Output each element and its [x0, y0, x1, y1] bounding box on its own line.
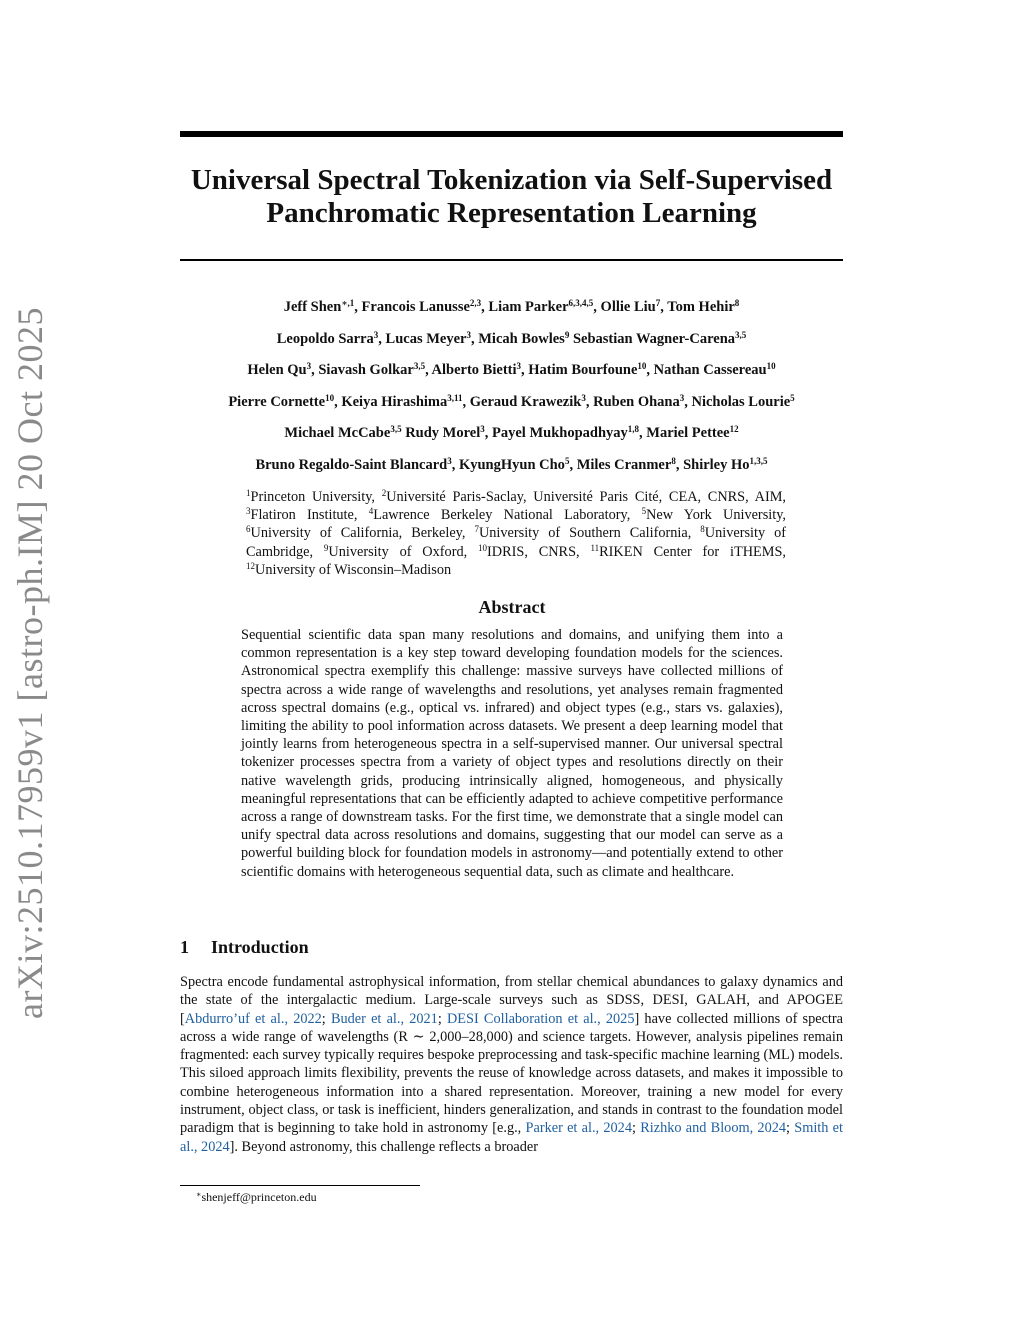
affiliation-name: Princeton University,	[250, 489, 382, 505]
author-name: Alberto Bietti	[431, 362, 517, 378]
affiliation-number: 4	[368, 506, 374, 517]
author-separator: ,	[646, 362, 654, 378]
body-text: ;	[786, 1120, 795, 1137]
author-separator: ,	[585, 393, 594, 410]
citation-link[interactable]: Abdurro’uf et al., 2022	[184, 1010, 322, 1027]
arxiv-identifier	[2, 0, 58, 1325]
author-line	[150, 297, 873, 329]
author-name: Liam Parker	[488, 299, 569, 315]
author-affiliation-mark: 6,3,4,5	[568, 298, 594, 308]
author-name: Hatim Bourfoune	[528, 362, 638, 378]
affiliation-name: Flatiron Institute,	[250, 507, 369, 524]
author-affiliation-mark: 3	[516, 361, 522, 371]
author-separator: ,	[593, 299, 601, 315]
author-affiliation-mark: 2,3	[469, 298, 482, 308]
author-affiliation-mark: 3	[581, 392, 586, 403]
author-name: Michael McCabe	[284, 425, 391, 441]
affiliation-number: 11	[590, 542, 600, 553]
author-separator: ,	[470, 330, 479, 347]
affiliation-name: University of Oxford,	[328, 543, 478, 560]
author-line	[150, 329, 873, 361]
author-affiliation-mark: ∗,1	[341, 298, 355, 308]
author-affiliation-mark: 12	[729, 424, 739, 434]
body-text: ;	[437, 1010, 447, 1027]
author-line	[150, 392, 873, 424]
author-separator: ,	[675, 456, 684, 473]
author-affiliation-mark: 7	[655, 298, 661, 308]
author-separator: ,	[334, 393, 342, 410]
author-name: Ruben Ohana	[593, 393, 680, 410]
author-name: Payel Mukhopadhyay	[492, 425, 628, 441]
author-separator: ,	[378, 330, 386, 347]
author-separator: ,	[639, 425, 647, 441]
author-separator: ,	[484, 425, 492, 441]
author-affiliation-mark: 3,11	[447, 392, 463, 403]
paper-title-line-2: Panchromatic Representation Learning	[266, 197, 757, 229]
affiliation-name: Lawrence Berkeley National Laboratory,	[373, 507, 642, 524]
author-affiliation-mark: 10	[637, 361, 647, 371]
introduction-paragraph	[180, 973, 843, 1156]
author-separator: ,	[425, 362, 432, 378]
author-separator: ,	[521, 362, 529, 378]
affiliation-number: 5	[641, 506, 647, 517]
affiliation-name: University of California, Berkeley,	[250, 525, 475, 542]
body-text: ;	[631, 1120, 641, 1137]
affiliations	[246, 488, 786, 579]
author-affiliation-mark: 1,3,5	[749, 455, 768, 466]
author-name: Bruno Regaldo-Saint Blancard	[255, 456, 448, 473]
footnote	[196, 1189, 317, 1205]
author-separator: ,	[569, 456, 577, 473]
author-name: Tom Hehir	[667, 299, 735, 315]
section-title: Introduction	[211, 937, 309, 957]
author-name: Keiya Hirashima	[341, 393, 448, 410]
title-bottom-rule	[180, 259, 843, 261]
abstract-text: Sequential scientific data span many resolutions and domains, and unifying them into a common representation is a key step toward developing foundation models for the sciences. Astronomical spectra exemplify this challenge: massive surveys have collected millions of spectra across a wide range of wavelengths and resolutions, yet analyses remain fragmented across spectral domains (e.g., optical vs. infrared) and object types (e.g., stars vs. galaxies), limiting the ability to pool information across datasets. We present a deep learning model that jointly learns from heterogeneous spectra in a self-supervised manner. Our universal spectral tokenizer processes spectra from a variety of object types and resolutions directly on their native wavelength grids, producing intrinsically aligned, homogeneous, and physically meaningful representations that can be efficiently adapted to achieve competitive performance across a range of downstream tasks. For the first time, we demonstrate that a single model can unify spectral data across resolutions and domains, suggesting that our model can serve as a powerful building block for foundation models in astronomy—and potentially extend to other scientific domains with heterogeneous sequential data, such as climate and healthcare.	[241, 627, 783, 880]
citation-link[interactable]: Smith et al., 2024	[180, 1120, 844, 1155]
body-text: ] have collected millions of spectra across a wide range of wavelengths (R ∼ 2,000–28,000) and science targets. However, analysis pipelines remain fragmented: each survey typically requires bespoke preprocessing and task-specific machine learning (ML) models. This siloed approach limits flexibility, prevents the reuse of knowledge across datasets, and makes it impossible to combine heterogeneous information into a shared representation. Moreover, training a new model for every instrument, object class, or task is inefficient, hinders generalization, and stands in contrast to the foundation model paradigm that is beginning to take hold in astronomy [e.g.,	[180, 1010, 843, 1137]
section-number: 1	[180, 937, 189, 957]
author-name: Nathan Cassereau	[653, 362, 767, 378]
author-affiliation-mark: 8	[734, 298, 740, 308]
arxiv-identifier-text: arXiv:2510.17959v1 [astro-ph.IM] 20 Oct 2025	[10, 306, 51, 1019]
citation-link[interactable]: DESI Collaboration et al., 2025	[446, 1010, 635, 1027]
author-separator: ,	[311, 362, 319, 378]
author-separator: ,	[462, 393, 470, 410]
footnote-mark: ∗	[196, 1190, 202, 1199]
paper-title	[180, 164, 843, 230]
affiliation-number: 3	[246, 506, 251, 517]
author-affiliation-mark: 3	[373, 329, 379, 340]
author-name: Ollie Liu	[600, 299, 656, 315]
author-name: Leopoldo Sarra	[276, 330, 374, 347]
title-top-rule	[180, 131, 843, 137]
author-affiliation-mark: 8	[671, 455, 676, 466]
author-affiliation-mark: 3,5	[413, 361, 426, 371]
author-line	[150, 360, 873, 392]
footnote-email: shenjeff@princeton.edu	[201, 1190, 317, 1204]
affiliation-number: 6	[246, 524, 251, 535]
author-name: Jeff Shen	[283, 299, 342, 315]
affiliation-number: 2	[381, 488, 387, 498]
abstract-heading: Abstract	[478, 597, 546, 617]
author-line	[150, 423, 873, 455]
author-affiliation-mark: 1,8	[627, 424, 640, 434]
affiliation-name: University of Southern California,	[478, 525, 701, 542]
author-affiliation-mark: 10	[766, 361, 776, 371]
author-name: Miles Cranmer	[576, 456, 672, 473]
author-name: Rudy Morel	[405, 425, 481, 441]
body-text: ]. Beyond astronomy, this challenge reflects a broader	[229, 1138, 538, 1155]
citation-link[interactable]: Rizhko and Bloom, 2024	[640, 1120, 787, 1137]
author-separator: ,	[481, 299, 489, 315]
citation-link[interactable]: Parker et al., 2024	[525, 1120, 632, 1137]
author-name: KyungHyun Cho	[458, 456, 565, 473]
author-affiliation-mark: 5	[564, 455, 570, 466]
author-affiliation-mark: 3,5	[735, 329, 747, 340]
affiliation-number: 10	[477, 542, 487, 553]
section-heading-introduction	[180, 936, 309, 958]
affiliation-name: RIKEN Center for iTHEMS,	[599, 543, 786, 560]
affiliation-number: 12	[246, 560, 255, 571]
affiliation-name: IDRIS, CNRS,	[486, 543, 591, 560]
affiliation-name: New York University,	[646, 507, 787, 524]
footnote-rule	[180, 1185, 420, 1186]
author-separator: ,	[354, 299, 362, 315]
affiliation-number: 8	[700, 524, 705, 535]
author-name: Micah Bowles	[478, 330, 565, 347]
body-text: Spectra encode fundamental astrophysical information, from stellar chemical abundances to galaxy dynamics and the state of the intergalactic medium. Large-scale surveys such as SDSS, DESI, GALAH, and APOGEE [	[180, 974, 843, 1027]
author-separator: ,	[451, 456, 459, 473]
author-affiliation-mark: 3	[306, 361, 312, 371]
author-name: Siavash Golkar	[318, 362, 414, 378]
author-affiliation-mark: 3	[466, 329, 471, 340]
body-text: ;	[321, 1010, 331, 1027]
author-name: Lucas Meyer	[385, 330, 467, 347]
author-affiliation-mark: 9	[564, 329, 570, 340]
paper-title-line-1: Universal Spectral Tokenization via Self-Supervised	[190, 164, 833, 196]
author-line	[150, 455, 873, 487]
author-name: Pierre Cornette	[228, 393, 326, 410]
author-affiliation-mark: 5	[790, 392, 795, 403]
author-affiliation-mark: 3	[679, 392, 685, 403]
author-name: Francois Lanusse	[361, 299, 470, 315]
affiliation-name: University of Wisconsin–Madison	[255, 561, 452, 578]
affiliation-number: 7	[474, 524, 479, 535]
affiliation-number: 1	[246, 488, 251, 498]
author-affiliation-mark: 10	[325, 392, 335, 403]
affiliation-name: Université Paris-Saclay, Université Paris Cité, CEA, CNRS, AIM,	[386, 489, 786, 505]
author-affiliation-mark: 3	[480, 424, 485, 434]
author-affiliation-mark: 3,5	[390, 424, 402, 434]
author-separator: ,	[684, 393, 692, 410]
author-name: Geraud Krawezik	[469, 393, 582, 410]
author-name: Helen Qu	[247, 362, 307, 378]
author-name: Nicholas Lourie	[691, 393, 791, 410]
author-affiliation-mark: 3	[447, 455, 452, 466]
affiliation-number: 9	[323, 542, 329, 553]
citation-link[interactable]: Buder et al., 2021	[330, 1010, 438, 1027]
author-name: Sebastian Wagner-Carena	[572, 330, 736, 347]
author-name: Shirley Ho	[683, 456, 750, 473]
author-name: Mariel Pettee	[646, 425, 730, 441]
affiliation-name: University of Cambridge,	[246, 525, 786, 560]
author-separator: ,	[660, 299, 668, 315]
author-list	[150, 297, 873, 486]
